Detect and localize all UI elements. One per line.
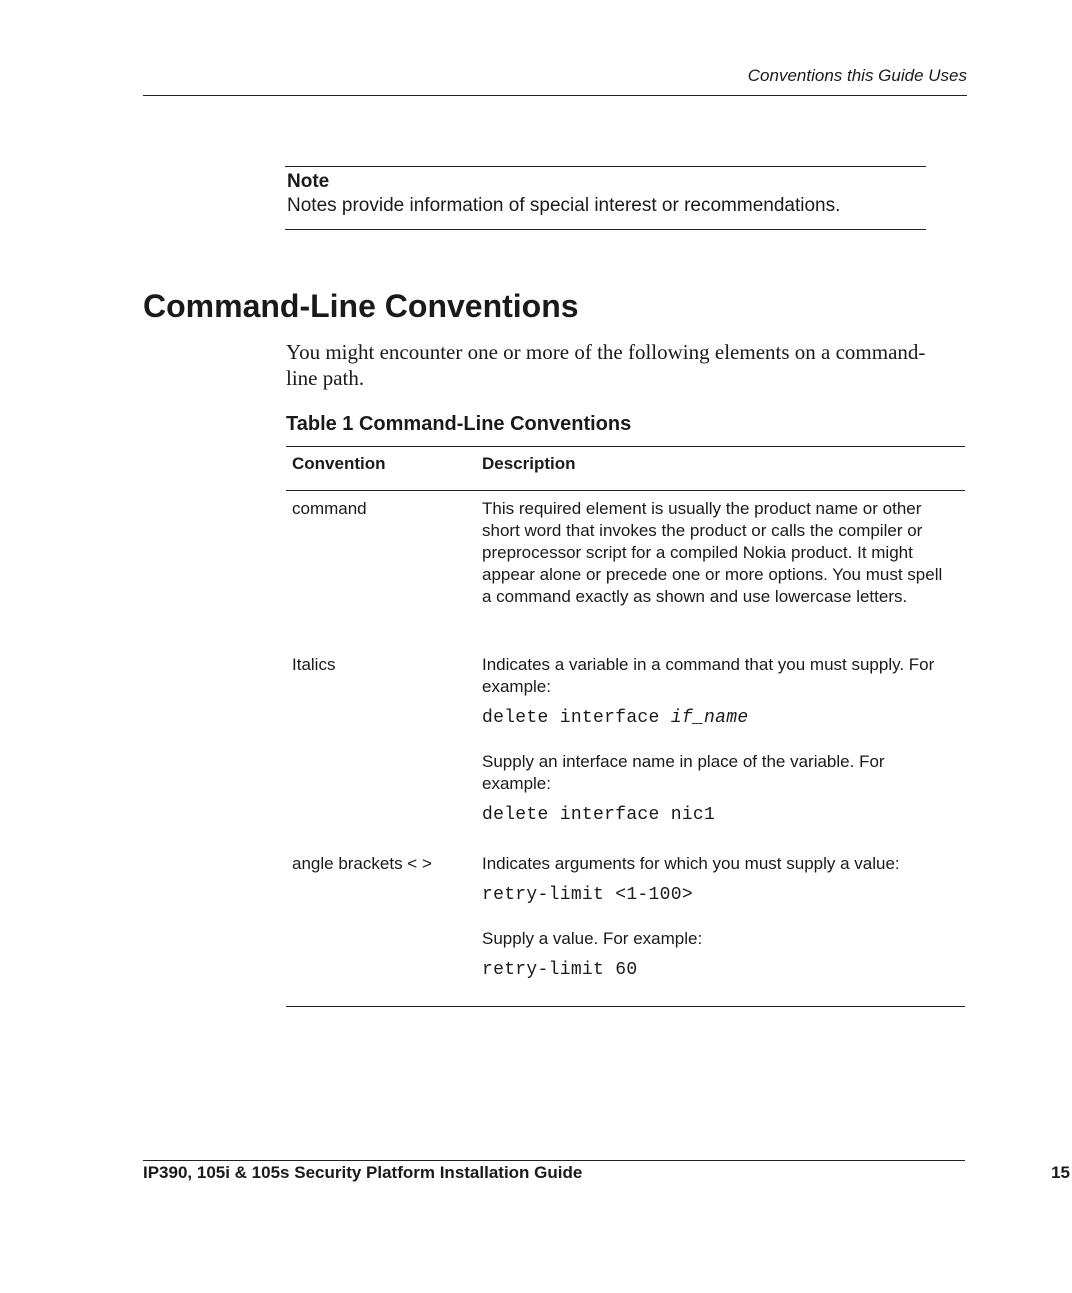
spacer xyxy=(482,906,955,928)
convention-cell: angle brackets < > xyxy=(292,854,432,873)
header-description: Description xyxy=(482,454,576,473)
note-text: Notes provide information of special interest or recommendations. xyxy=(287,195,841,216)
description-text: Indicates a variable in a command that you must supply. For example: xyxy=(482,655,935,696)
code-example: retry-limit <1-100> xyxy=(482,885,693,905)
description-text-2: Supply a value. For example: xyxy=(482,929,703,948)
table-row xyxy=(286,850,965,1006)
footer-rule xyxy=(143,1160,965,1161)
description-text-2: Supply an interface name in place of the variable. For example: xyxy=(482,752,885,793)
code-command: delete interface xyxy=(482,708,671,728)
code-example xyxy=(482,707,955,729)
header-rule xyxy=(143,95,967,96)
section-title: Command-Line Conventions xyxy=(143,288,579,324)
code-variable: if_name xyxy=(670,708,749,728)
convention-cell: Italics xyxy=(292,655,336,674)
note-box xyxy=(285,166,926,230)
conventions-table xyxy=(286,446,965,1007)
footer-title: IP390, 105i & 105s Security Platform Installation Guide xyxy=(143,1163,583,1182)
table-row xyxy=(286,491,965,651)
header-convention: Convention xyxy=(292,454,386,473)
code-example-2: delete interface nic1 xyxy=(482,805,716,825)
table-row xyxy=(286,651,965,850)
page-number: 15 xyxy=(1051,1163,1070,1182)
table-caption: Table 1 Command-Line Conventions xyxy=(286,413,632,435)
description-cell xyxy=(482,498,965,651)
note-title: Note xyxy=(287,171,330,192)
description-cell xyxy=(482,654,965,850)
table-header-row xyxy=(286,447,965,491)
description-text: This required element is usually the product name or other short word that invokes the product or calls the compiler or preprocessor script for a compiled Nokia product. It might appear alone or precede one or more options. You must spell a command exactly as shown and use lowercase letters. xyxy=(482,499,943,606)
convention-cell: command xyxy=(292,499,367,518)
spacer xyxy=(482,729,955,751)
code-example-2: retry-limit 60 xyxy=(482,960,638,980)
description-cell xyxy=(482,853,965,1006)
section-intro: You might encounter one or more of the following elements on a command-line path. xyxy=(286,340,926,390)
description-text: Indicates arguments for which you must supply a value: xyxy=(482,854,900,873)
running-header: Conventions this Guide Uses xyxy=(747,66,967,85)
